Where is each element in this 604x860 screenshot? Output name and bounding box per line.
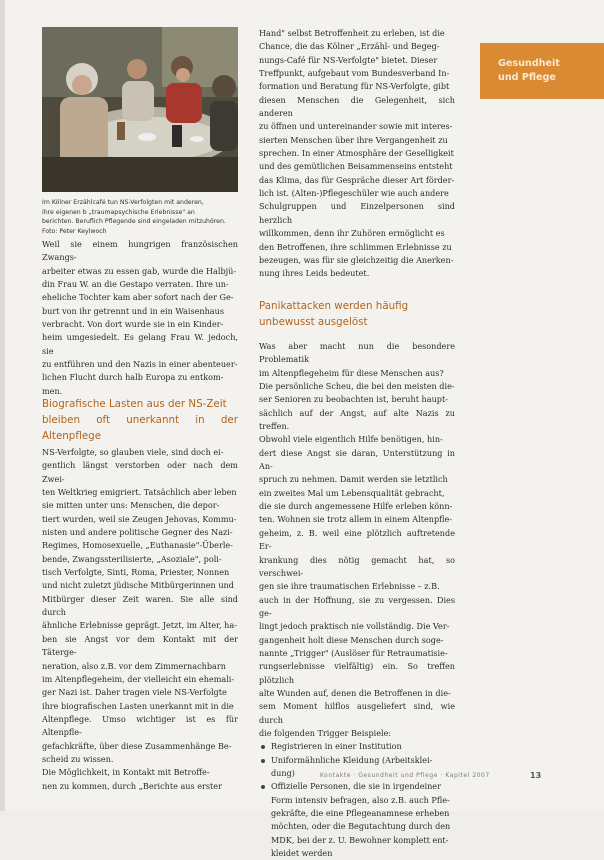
right-column-body [259,340,455,860]
text-line: nung ihres Leids bedeutet. [259,268,370,279]
bullet-text: Registrieren in einer Institution [271,741,402,752]
text-line: bezeugen, was für sie gleichzeitig die Anerken- [259,254,454,265]
text-line: din Frau W. an die Gestapo verraten. Ihre un- [42,279,229,290]
caption-line: berichten. Beruflich Pflegende sind eingeladen mitzuhören. [42,218,226,226]
bullet-item [259,740,455,753]
text-line: Weil sie einem hungrigen französischen Zwangs- [42,239,238,263]
text-line: lich ist. (Alten-)Pflegeschüler wie auch andere [259,188,449,199]
bullet-text: MDK, bei der z. U. Bewohner komplett ent- [271,834,449,845]
right-column-heading [259,298,455,330]
text-line: gefachkräfte, über diese Zusammenhänge Be- [42,740,232,751]
text-line: lichen Flucht durch halb Europa zu entkom- [42,372,224,383]
section-heading: bleiben oft unerkannt in der Altenpflege [42,414,238,442]
text-line: Die Möglichkeit, in Kontakt mit Betroffe- [42,767,210,778]
text-line: ihre biografischen Lasten unerkannt mit in die [42,700,234,711]
text-line: scheid zu wissen. [42,753,114,764]
text-line: tisch Verfolgte, Sinti, Roma, Priester, Nonnen [42,567,230,578]
text-line: nisten und andere politische Gegner des Nazi- [42,527,233,538]
text-line: NS-Verfolgte, so glauben viele, sind doch ei- [42,447,224,457]
text-line: und nicht zuletzt jüdische Mitbürgerinnen und [42,580,234,591]
left-column-heading [42,396,238,444]
text-line: ben sie Angst vor dem Kontakt mit der Täterge- [42,633,238,658]
caption-credit: Foto: Peter Keylwoch [42,227,107,235]
text-line: tiert wurden, weil sie Zeugen Jehovas, Kommu- [42,513,237,524]
text-line: sem Moment hilflos ausgeliefert sind, wie durch [259,701,455,725]
left-column-intro [42,238,238,398]
text-line: verbracht. Von dort wurde sie in ein Kinder- [42,319,224,330]
text-line: Die persönliche Scheu, die bei den meisten die- [259,381,455,392]
text-line: die sie durch angemessene Hilfe erleben könn- [259,501,453,512]
section-tag-line: und Pflege [498,72,556,83]
page-edge [0,0,5,811]
section-heading: Panikattacken werden häufig [259,300,409,312]
caption-line: ihre eigenen b „traumapsychische Erlebnisse" an [42,208,195,216]
text-line: Regimes, Homosexuelle, „Euthanasie"-Überle- [42,540,233,551]
text-line: ten Weltkrieg emigriert. Tatsächlich aber leben [42,487,237,498]
photo-caption [42,198,238,236]
text-line: Mitbürger dieser Zeit waren. Sie alle sind durch [42,593,238,618]
text-line: gen sie ihre traumatischen Erlebnisse – z.B. [259,581,440,592]
page-number: 13 [530,771,542,780]
text-line: sächlich auf der Angst, auf alte Nazis zu treffen. [259,407,455,432]
text-line: Altenpflege. Umso wichtiger ist es für Altenpfle- [42,713,238,738]
group-photo-image [42,27,238,192]
text-line: gentlich längst verstorben oder nach dem Zwei- [42,460,238,484]
text-line: zu öffnen und untereinander sowie mit interes- [259,121,453,132]
text-line: gangenheit holt diese Menschen durch soge- [259,634,444,645]
text-line: neration, also z.B. vor dem Zimmernachbarn [42,660,226,671]
text-line: ser Senioren zu beobachten ist, beruht haupt- [259,394,448,405]
text-line: willkommen, denn ihr Zuhören ermöglicht es [259,228,445,239]
text-line: die folgenden Trigger Beispiele: [259,727,392,738]
text-line: lingt jedoch praktisch nie vollständig. Die Ver- [259,621,450,632]
bullet-text: kleidet werden [271,848,333,859]
text-line: und des gemütlichen Beisammenseins entsteht [259,161,453,172]
text-line: Chance, die das Kölner „Erzähl- und Begeg- [259,41,440,52]
caption-line: Im Kölner Erzählcafé tun NS-Verfolgten mit anderen, [42,199,204,206]
bullet-text: dung) [271,768,295,778]
left-column-body [42,446,238,793]
text-line: nen zu kommen, durch „Berichte aus erster [42,780,222,791]
text-line: Obwohl viele eigentlich Hilfe benötigen, hin- [259,434,443,445]
text-line: Treffpunkt, aufgebaut vom Bundesverband In- [259,68,450,79]
text-line: ger Nazi ist. Daher tragen viele NS-Verfolgte [42,687,227,698]
text-line: im Altenpflegeheim für diese Menschen aus? [259,367,444,378]
text-line: geheim, z. B. weil eine plötzlich auftretende Er- [259,527,455,552]
text-line: nungs-Café für NS-Verfolgte" bietet. Dieser [259,54,438,65]
text-line: den Betroffenen, ihre schlimmen Erlebnisse zu [259,241,452,252]
text-line: ähnliche Erlebnisse geprägt. Jetzt, im Alter, ha- [42,620,237,631]
section-tag [480,43,604,99]
section-heading: Biografische Lasten aus der NS-Zeit [42,398,227,410]
text-line: sierten Menschen über ihre Vergangenheit zu [259,134,448,145]
bullet-text: gekräfte, die eine Pflegeanamnese erheben [271,808,450,819]
section-heading: unbewusst ausgelöst [259,316,368,328]
bullet-text: möchten, oder die Begutachtung durch den [271,821,451,832]
text-line: Schulgruppen und Einzelpersonen sind herzlich [259,201,455,225]
text-line: ten. Wohnen sie trotz allem in einem Altenpfle- [259,514,453,525]
article-photo [42,27,238,192]
text-line: arbeiter etwas zu essen gab, wurde die Halbjü- [42,265,237,276]
text-line: eheliche Tochter kam aber sofort nach der Ge- [42,292,234,303]
text-line: zu entführen und den Nazis in einer abenteuer- [42,359,238,370]
page-footer: Kontakte · Gesundheit und Pflege · Kapitel 2007 [320,773,490,779]
bullet-text: Uniformähnliche Kleidung (Arbeitsklei- [271,754,433,765]
text-line: formation und Beratung für NS-Verfolgte, gibt [259,81,450,92]
text-line: Was aber macht nun die besondere Problematik [259,341,455,365]
text-line: bende, Zwangssterilisierte, „Asoziale", poli- [42,553,222,564]
text-line: sprechen. In einer Atmosphäre der Geselligkeit [259,148,454,159]
bullet-item [259,780,455,860]
text-line: Hand" selbst Betroffenheit zu erleben, ist die [259,28,445,38]
text-line: diesen Menschen die Gelegenheit, sich anderen [259,94,455,119]
text-line: dert diese Angst sie daran, Unterstützung in An- [259,447,455,472]
text-line: spruch zu nehmen. Damit werden sie letztlich [259,474,448,485]
bullet-text: Form intensiv befragen, also z.B. auch Pfle- [271,794,450,805]
text-line: ein zweites Mal um Lebensqualität gebracht, [259,487,445,498]
text-line: das Klima, das für Gespräche dieser Art förder- [259,174,455,185]
bullet-text: Offizielle Personen, die sie in irgendeiner [271,781,441,792]
right-column-intro [259,27,455,281]
text-line: sie mitten unter uns: Menschen, die depor- [42,500,220,511]
text-line: heim umgesiedelt. Es gelang Frau W. jedoch, sie [42,332,238,356]
text-line: im Altenpflegeheim, der vielleicht ein ehemali- [42,673,235,684]
text-line: krankung dies nötig gemacht hat, so verschwei- [259,554,455,578]
text-line: burt von ihr getrennt und in ein Waisenhaus [42,305,225,316]
text-line: rungserlebnisse vielfältig) ein. So treffen plötzlich [259,661,455,685]
text-line: men. [42,385,63,396]
text-line: auch in der Hoffnung, sie zu vergessen. Dies ge- [259,594,455,618]
section-tag-line: Gesundheit [498,58,560,69]
text-line: nannte „Trigger" (Auslöser für Retraumatisie- [259,647,448,658]
text-line: alte Wunden auf, denen die Betroffenen in die- [259,687,451,698]
